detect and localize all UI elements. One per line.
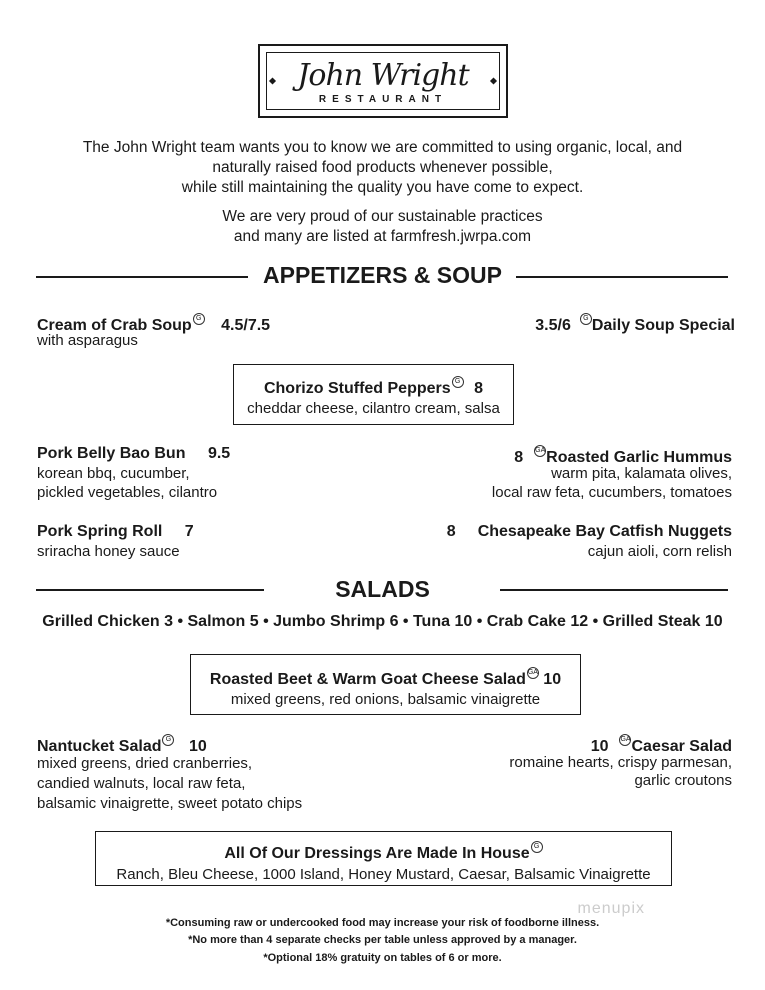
item-price: 7 (184, 523, 194, 540)
featured-item-chorizo (233, 364, 514, 425)
item-price: 8 (514, 449, 524, 466)
gluten-free-icon: G (452, 376, 464, 388)
item-price: 10 (188, 738, 207, 755)
intro-line-3: while still maintaining the quality you have come to expect. (181, 179, 584, 196)
item-name: Cream of Crab Soup (37, 317, 192, 334)
section-title-salads: SALADS (335, 576, 430, 602)
watermark: menupix (577, 900, 645, 917)
item-price: 9.5 (207, 445, 231, 462)
item-description-3: balsamic vinaigrette, sweet potato chips (37, 795, 303, 812)
menu-item-bao-bun (37, 445, 230, 463)
logo-subtitle: RESTAURANT (318, 94, 448, 105)
item-price: 8 (474, 380, 484, 397)
item-description-1: romaine hearts, crispy parmesan, (509, 754, 732, 771)
gluten-free-icon: G (162, 734, 174, 746)
item-description-2: candied walnuts, local raw feta, (37, 775, 246, 792)
item-price: 10 (543, 671, 562, 688)
note-gratuity: *Optional 18% gratuity on tables of 6 or more. (263, 952, 502, 964)
dressings-title: All Of Our Dressings Are Made In House (224, 845, 530, 862)
logo-name: John Wright (297, 58, 469, 93)
item-description-1: warm pita, kalamata olives, (551, 465, 732, 482)
item-price: 4.5/7.5 (221, 317, 271, 334)
gluten-free-available-icon: GA (527, 667, 539, 679)
gluten-free-available-icon: GA (619, 734, 631, 746)
intro-line-2: naturally raised food products whenever possible, (212, 159, 553, 176)
menu-item-nantucket-salad (37, 734, 207, 756)
section-title-appetizers: APPETIZERS & SOUP (263, 262, 502, 288)
gluten-free-icon: G (580, 313, 592, 325)
intro-line-1: The John Wright team wants you to know we are committed to using organic, local, and (82, 139, 683, 156)
gluten-free-available-icon: GA (534, 445, 546, 457)
item-description: cheddar cheese, cilantro cream, salsa (247, 400, 500, 417)
item-description-2: local raw feta, cucumbers, tomatoes (491, 484, 732, 501)
menu-item-catfish (447, 523, 732, 541)
gluten-free-icon: G (531, 841, 543, 853)
item-name: Roasted Garlic Hummus (546, 449, 732, 466)
intro-line-4: We are very proud of our sustainable practices (222, 208, 543, 225)
item-name: Chorizo Stuffed Peppers (263, 380, 451, 397)
item-description: sriracha honey sauce (37, 543, 180, 560)
item-description-2: pickled vegetables, cilantro (37, 484, 218, 501)
intro-line-5: and many are listed at farmfresh.jwrpa.com (233, 228, 532, 245)
item-description: mixed greens, red onions, balsamic vinaigrette (230, 691, 541, 708)
salad-addons: Grilled Chicken 3 • Salmon 5 • Jumbo Shrimp 6 • Tuna 10 • Crab Cake 12 • Grilled Steak 10 (42, 613, 723, 630)
item-description: with asparagus (37, 332, 138, 349)
dressings-box (95, 831, 672, 886)
restaurant-logo (258, 44, 508, 118)
gluten-free-icon: G (193, 313, 205, 325)
note-separate-checks: *No more than 4 separate checks per table unless approved by a manager. (188, 934, 577, 946)
item-description-1: mixed greens, dried cranberries, (37, 755, 253, 772)
menu-item-daily-soup (535, 313, 735, 335)
item-price: 10 (590, 738, 609, 755)
item-name: Pork Spring Roll (37, 523, 163, 540)
menu-item-spring-roll (37, 523, 194, 541)
item-price: 3.5/6 (535, 317, 571, 334)
item-name: Chesapeake Bay Catfish Nuggets (477, 523, 732, 540)
item-name: Nantucket Salad (37, 738, 162, 755)
note-raw-food: *Consuming raw or undercooked food may increase your risk of foodborne illness. (165, 917, 600, 929)
item-name: Pork Belly Bao Bun (37, 445, 186, 462)
item-name: Daily Soup Special (591, 317, 735, 334)
item-price: 8 (446, 523, 456, 540)
item-name: Caesar Salad (631, 738, 732, 755)
item-description-1: korean bbq, cucumber, (37, 465, 190, 482)
item-description-2: garlic croutons (634, 772, 732, 789)
featured-item-beet-salad (190, 654, 581, 715)
item-name: Roasted Beet & Warm Goat Cheese Salad (209, 671, 526, 688)
dressings-list: Ranch, Bleu Cheese, 1000 Island, Honey Mustard, Caesar, Balsamic Vinaigrette (116, 866, 651, 883)
item-description: cajun aioli, corn relish (587, 543, 732, 560)
